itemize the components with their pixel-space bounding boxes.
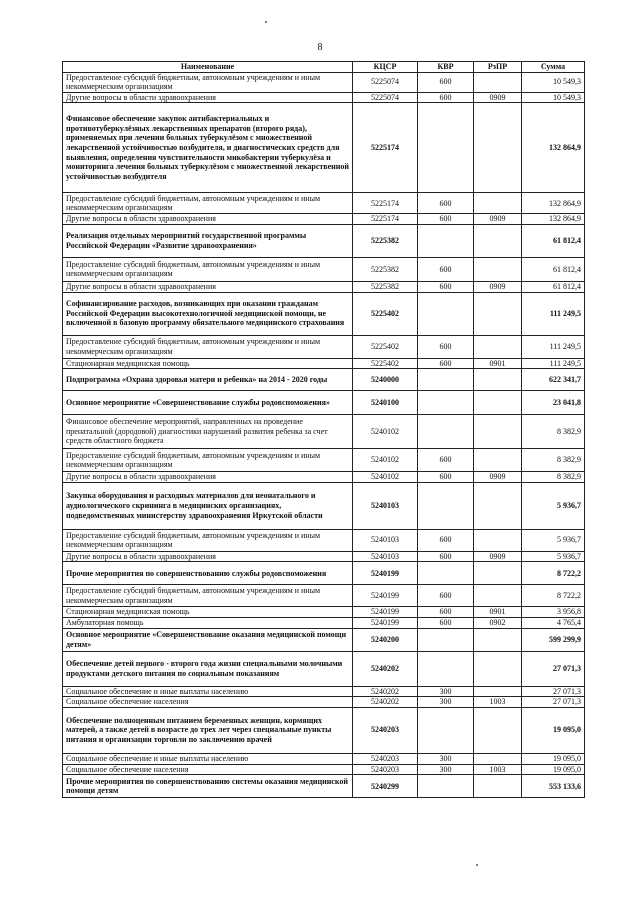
cell-sum: 61 812,4 (522, 257, 585, 281)
cell-kvr: 300 (418, 697, 474, 708)
cell-kvr: 600 (418, 72, 474, 92)
cell-kcsr: 5240200 (353, 628, 418, 651)
cell-sum: 132 864,9 (522, 214, 585, 225)
cell-kvr (418, 775, 474, 798)
cell-sum: 19 095,0 (522, 707, 585, 753)
table-row (63, 472, 585, 483)
table-row (63, 449, 585, 472)
cell-name: Предоставление субсидий бюджетным, автономным учреждениям и иным некоммерческим организациям (63, 585, 353, 607)
cell-kcsr: 5240202 (353, 686, 418, 697)
cell-name: Обеспечение детей первого - второго года жизни специальными молочными продуктами детского питания по социальным показаниям (63, 651, 353, 686)
table-row (63, 651, 585, 686)
cell-rzpr: 0902 (474, 617, 522, 628)
cell-kcsr: 5225174 (353, 193, 418, 214)
cell-name: Амбулаторная помощь (63, 617, 353, 628)
cell-kcsr: 5240299 (353, 775, 418, 798)
cell-kcsr: 5225074 (353, 72, 418, 92)
table-row (63, 562, 585, 585)
table-row (63, 753, 585, 764)
cell-rzpr (474, 707, 522, 753)
cell-kcsr: 5225402 (353, 292, 418, 335)
cell-kcsr: 5240199 (353, 617, 418, 628)
cell-kvr: 300 (418, 686, 474, 697)
cell-rzpr: 0909 (474, 551, 522, 562)
cell-name: Финансовое обеспечение мероприятий, направленных на проведение пренатальной (дородовой) диагностики нарушений развития ребенка за счет средств областного бюджета (63, 415, 353, 449)
cell-kcsr: 5240199 (353, 562, 418, 585)
cell-rzpr: 0901 (474, 358, 522, 369)
cell-kvr: 600 (418, 472, 474, 483)
table-row (63, 628, 585, 651)
cell-kcsr: 5240199 (353, 585, 418, 607)
cell-name: Стационарная медицинская помощь (63, 607, 353, 618)
cell-name: Подпрограмма «Охрана здоровья матери и ребенка» на 2014 - 2020 годы (63, 369, 353, 391)
cell-kvr: 600 (418, 358, 474, 369)
cell-name: Социальное обеспечение населения (63, 697, 353, 708)
cell-kvr (418, 562, 474, 585)
cell-kvr (418, 292, 474, 335)
cell-name: Закупка оборудования и расходных материалов для неонатального и аудиологического скрининга в медицинских организациях, подведомственных министерству здравоохранения Иркутской области (63, 482, 353, 529)
cell-kvr: 600 (418, 617, 474, 628)
cell-rzpr: 0901 (474, 607, 522, 618)
column-header-kcsr: КЦСР (353, 62, 418, 73)
cell-rzpr (474, 686, 522, 697)
table-row (63, 335, 585, 358)
cell-rzpr (474, 103, 522, 193)
cell-sum: 553 133,6 (522, 775, 585, 798)
cell-rzpr: 1003 (474, 764, 522, 775)
cell-kvr: 300 (418, 764, 474, 775)
cell-kcsr: 5225402 (353, 358, 418, 369)
cell-name: Предоставление субсидий бюджетным, автономным учреждениям и иным некоммерческим организациям (63, 257, 353, 281)
cell-sum: 111 249,5 (522, 335, 585, 358)
cell-name: Софинансирование расходов, возникающих при оказании гражданам Российской Федерации высокотехнологичной медицинской помощи, не включенной в базовую программу обязательного медицинского страхования (63, 292, 353, 335)
page-number: 8 (317, 42, 323, 53)
cell-kcsr: 5225382 (353, 224, 418, 257)
scan-speck (265, 21, 267, 23)
cell-kvr (418, 103, 474, 193)
cell-sum: 5 936,7 (522, 529, 585, 551)
table-row (63, 775, 585, 798)
cell-name: Предоставление субсидий бюджетным, автономным учреждениям и иным некоммерческим организациям (63, 449, 353, 472)
cell-name: Основное мероприятие «Совершенствование службы родовспоможения» (63, 391, 353, 415)
cell-sum: 10 549,3 (522, 72, 585, 92)
table-row (63, 257, 585, 281)
cell-kvr: 600 (418, 92, 474, 103)
cell-rzpr: 1003 (474, 697, 522, 708)
cell-sum: 19 095,0 (522, 764, 585, 775)
cell-rzpr (474, 753, 522, 764)
cell-kvr: 600 (418, 257, 474, 281)
cell-sum: 111 249,5 (522, 292, 585, 335)
cell-kvr: 600 (418, 281, 474, 292)
cell-kcsr: 5240203 (353, 707, 418, 753)
cell-sum: 8 382,9 (522, 449, 585, 472)
table-row (63, 707, 585, 753)
cell-name: Социальное обеспечение и иные выплаты населению (63, 753, 353, 764)
cell-kvr: 600 (418, 193, 474, 214)
cell-name: Стационарная медицинская помощь (63, 358, 353, 369)
cell-name: Социальное обеспечение населения (63, 764, 353, 775)
table-row (63, 224, 585, 257)
table-row (63, 358, 585, 369)
cell-name: Предоставление субсидий бюджетным, автономным учреждениям и иным некоммерческим организациям (63, 529, 353, 551)
cell-kvr: 600 (418, 551, 474, 562)
cell-kcsr: 5240000 (353, 369, 418, 391)
cell-kcsr: 5225174 (353, 103, 418, 193)
table-row (63, 607, 585, 618)
cell-name: Финансовое обеспечение закупок антибактериальных и противотуберкулёзных лекарственных препаратов (второго ряда), применяемых при лечении больных туберкулёзом с множественной лекарственной устойчивостью возбудителя, и диагностических средств для выявления, определения чувствительности микобактерии туберкулёза и мониторинга лечения больных туберкулёзом с множественной лекарственной устойчивостью возбудителя (63, 103, 353, 193)
table-body (63, 72, 585, 798)
cell-sum: 5 936,7 (522, 482, 585, 529)
cell-rzpr: 0909 (474, 214, 522, 225)
cell-sum: 8 722,2 (522, 585, 585, 607)
cell-kvr: 600 (418, 607, 474, 618)
cell-name: Другие вопросы в области здравоохранения (63, 472, 353, 483)
cell-rzpr (474, 529, 522, 551)
cell-kcsr: 5240102 (353, 449, 418, 472)
cell-rzpr (474, 369, 522, 391)
cell-name: Прочие мероприятия по совершенствованию службы родовспоможения (63, 562, 353, 585)
cell-rzpr: 0909 (474, 472, 522, 483)
cell-rzpr: 0909 (474, 92, 522, 103)
cell-kcsr: 5240199 (353, 607, 418, 618)
table-header-row (63, 62, 585, 73)
cell-name: Предоставление субсидий бюджетным, автономным учреждениям и иным некоммерческим организациям (63, 193, 353, 214)
cell-kvr: 600 (418, 585, 474, 607)
cell-kcsr: 5225402 (353, 335, 418, 358)
cell-sum: 61 812,4 (522, 281, 585, 292)
cell-sum: 111 249,5 (522, 358, 585, 369)
cell-kcsr: 5240102 (353, 472, 418, 483)
cell-sum: 3 956,8 (522, 607, 585, 618)
cell-rzpr: 0909 (474, 281, 522, 292)
cell-sum: 8 382,9 (522, 415, 585, 449)
cell-name: Обеспечение полноценным питанием беременных женщин, кормящих матерей, а также детей в возрасте до трех лет через специальные пункты питания и организации торговли по заключению врачей (63, 707, 353, 753)
cell-name: Другие вопросы в области здравоохранения (63, 551, 353, 562)
table-row (63, 193, 585, 214)
cell-kcsr: 5225382 (353, 257, 418, 281)
cell-name: Другие вопросы в области здравоохранения (63, 281, 353, 292)
table-row (63, 551, 585, 562)
cell-name: Основное мероприятие «Совершенствование оказания медицинской помощи детям» (63, 628, 353, 651)
cell-kvr (418, 224, 474, 257)
cell-name: Реализация отдельных мероприятий государственной программы Российской Федерации «Развитие здравоохранения» (63, 224, 353, 257)
cell-rzpr (474, 585, 522, 607)
cell-name: Другие вопросы в области здравоохранения (63, 214, 353, 225)
table-row (63, 764, 585, 775)
table-row (63, 281, 585, 292)
table-row (63, 214, 585, 225)
table-row (63, 617, 585, 628)
cell-kvr (418, 482, 474, 529)
cell-kcsr: 5240202 (353, 697, 418, 708)
cell-sum: 8 382,9 (522, 472, 585, 483)
table-row (63, 292, 585, 335)
cell-kvr: 600 (418, 449, 474, 472)
cell-kvr: 600 (418, 214, 474, 225)
cell-kcsr: 5240103 (353, 551, 418, 562)
cell-name: Предоставление субсидий бюджетным, автономным учреждениям и иным некоммерческим организациям (63, 335, 353, 358)
cell-kcsr: 5240203 (353, 753, 418, 764)
table-row (63, 391, 585, 415)
cell-sum: 27 071,3 (522, 651, 585, 686)
cell-kvr (418, 651, 474, 686)
cell-kvr: 600 (418, 529, 474, 551)
table-row (63, 529, 585, 551)
cell-kvr (418, 707, 474, 753)
cell-rzpr (474, 292, 522, 335)
column-header-sum: Сумма (522, 62, 585, 73)
cell-kvr: 300 (418, 753, 474, 764)
column-header-rzpr: РзПР (474, 62, 522, 73)
cell-kcsr: 5240102 (353, 415, 418, 449)
cell-rzpr (474, 775, 522, 798)
cell-kvr (418, 391, 474, 415)
column-header-name: Наименование (63, 62, 353, 73)
cell-kcsr: 5225174 (353, 214, 418, 225)
table-row (63, 103, 585, 193)
scan-speck (476, 864, 478, 866)
cell-sum: 19 095,0 (522, 753, 585, 764)
cell-kcsr: 5225074 (353, 92, 418, 103)
cell-name: Предоставление субсидий бюджетным, автономным учреждениям и иным некоммерческим организациям (63, 72, 353, 92)
table-row (63, 92, 585, 103)
cell-kcsr: 5240202 (353, 651, 418, 686)
cell-rzpr (474, 415, 522, 449)
table-row (63, 697, 585, 708)
table-row (63, 72, 585, 92)
table-row (63, 686, 585, 697)
cell-rzpr (474, 72, 522, 92)
cell-sum: 622 341,7 (522, 369, 585, 391)
column-header-kvr: КВР (418, 62, 474, 73)
cell-name: Прочие мероприятия по совершенствованию системы оказания медицинской помощи детям (63, 775, 353, 798)
cell-rzpr (474, 391, 522, 415)
cell-sum: 61 812,4 (522, 224, 585, 257)
cell-sum: 27 071,3 (522, 686, 585, 697)
table-row (63, 585, 585, 607)
cell-kcsr: 5240203 (353, 764, 418, 775)
cell-sum: 23 041,8 (522, 391, 585, 415)
cell-sum: 4 765,4 (522, 617, 585, 628)
cell-sum: 599 299,9 (522, 628, 585, 651)
cell-kcsr: 5240103 (353, 482, 418, 529)
budget-table (62, 61, 585, 798)
cell-rzpr (474, 257, 522, 281)
cell-sum: 5 936,7 (522, 551, 585, 562)
cell-sum: 132 864,9 (522, 103, 585, 193)
table-row (63, 482, 585, 529)
cell-sum: 8 722,2 (522, 562, 585, 585)
cell-kvr (418, 369, 474, 391)
cell-kvr (418, 628, 474, 651)
table-row (63, 415, 585, 449)
cell-name: Другие вопросы в области здравоохранения (63, 92, 353, 103)
cell-sum: 10 549,3 (522, 92, 585, 103)
cell-rzpr (474, 193, 522, 214)
cell-kcsr: 5225382 (353, 281, 418, 292)
cell-rzpr (474, 449, 522, 472)
cell-rzpr (474, 562, 522, 585)
cell-rzpr (474, 335, 522, 358)
cell-sum: 27 071,3 (522, 697, 585, 708)
cell-kvr: 600 (418, 335, 474, 358)
cell-rzpr (474, 628, 522, 651)
cell-sum: 132 864,9 (522, 193, 585, 214)
cell-rzpr (474, 482, 522, 529)
cell-kvr (418, 415, 474, 449)
cell-kcsr: 5240103 (353, 529, 418, 551)
cell-name: Социальное обеспечение и иные выплаты населению (63, 686, 353, 697)
cell-kcsr: 5240100 (353, 391, 418, 415)
cell-rzpr (474, 224, 522, 257)
table-row (63, 369, 585, 391)
cell-rzpr (474, 651, 522, 686)
